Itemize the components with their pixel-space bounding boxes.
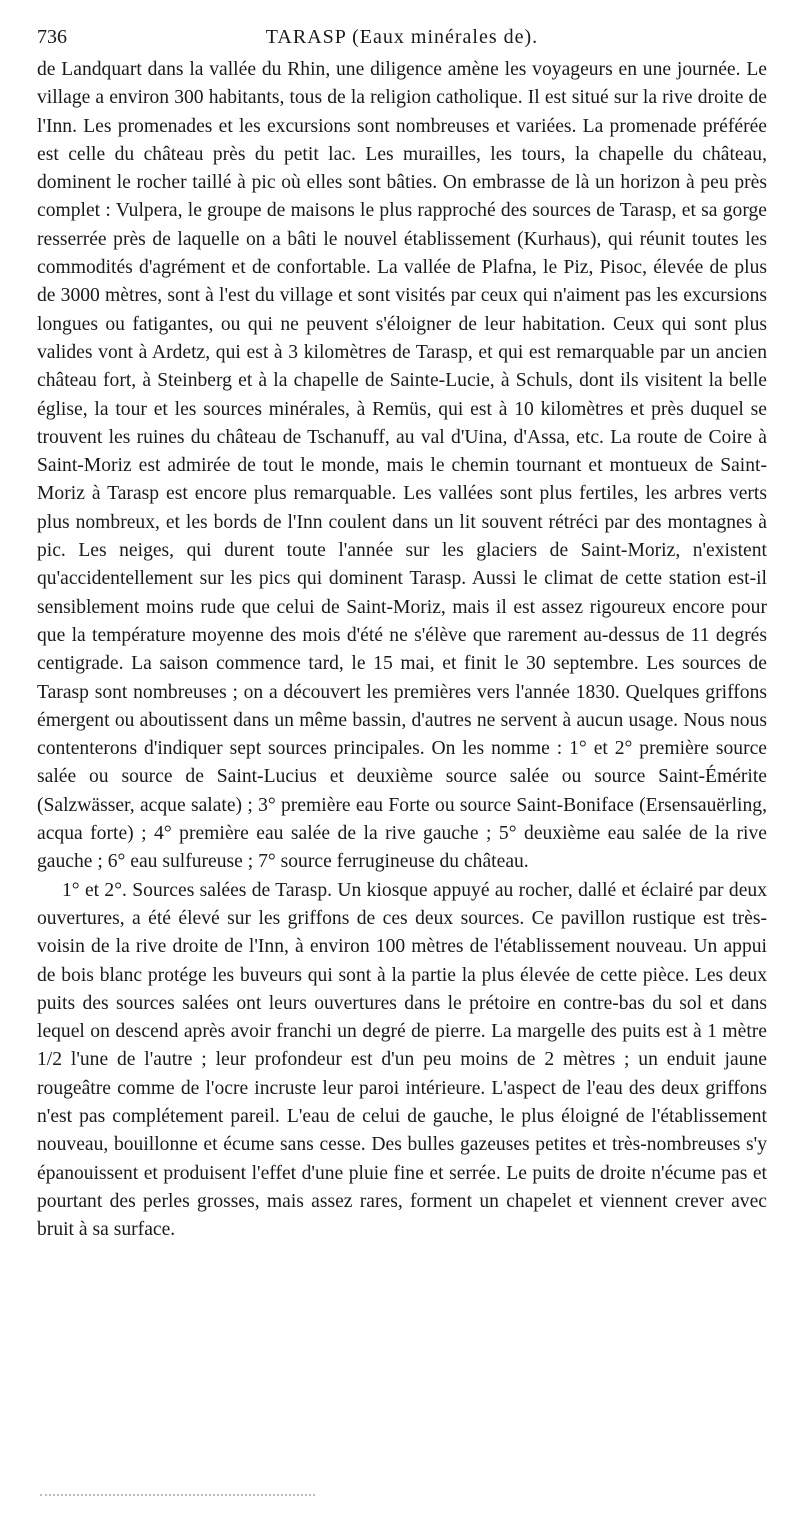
page-header: [37, 26, 767, 56]
book-page: [37, 26, 767, 1244]
page-bottom-trace: [40, 1494, 315, 1499]
body-text: [37, 56, 767, 1244]
paragraph-tarasp-description: de Landquart dans la vallée du Rhin, une diligence amène les voyageurs en une journée. Le village a environ 300 habitants, tous de la religion catholique. Il est situé sur la rive droite de l'Inn. Les promenades et les excursions sont nombreuses et variées. La promenade préférée est celle du château près du petit lac. Les murailles, les tours, la chapelle du château, dominent le rocher taillé à pic où elles sont bâties. On embrasse de là un horizon à peu près complet : Vulpera, le groupe de maisons le plus rapproché des sources de Tarasp, et sa gorge resserrée près de laquelle on a bâti le nouvel établissement (Kurhaus), qui réunit toutes les commodités d'agrément et de confortable. La vallée de Plafna, le Piz, Pisoc, élevée de plus de 3000 mètres, sont à l'est du village et sont visités par ceux qui n'aiment pas les excursions longues ou fatigantes, ou qui ne peuvent s'éloigner de leur habitation. Ceux qui sont plus valides vont à Ardetz, qui est à 3 kilomètres de Tarasp, et qui est remarquable par un ancien château fort, à Steinberg et à la chapelle de Sainte-Lucie, à Schuls, dont ils visitent la belle église, la tour et les sources minérales, à Remüs, qui est à 10 kilomètres et près duquel se trouvent les ruines du château de Tschanuff, au val d'Uina, d'Assa, etc. La route de Coire à Saint-Moriz est admirée de tout le monde, mais le chemin tournant et montueux de Saint-Moriz à Tarasp est encore plus remarquable. Les vallées sont plus fertiles, les arbres verts plus nombreux, et les bords de l'Inn coulent dans un lit souvent rétréci par des montagnes à pic. Les neiges, qui durent toute l'année sur les glaciers de Saint-Moriz, n'existent qu'accidentellement sur les pics qui dominent Tarasp. Aussi le climat de cette station est-il sensiblement moins rude que celui de Saint-Moriz, mais il est assez rigoureux encore pour que la température moyenne des mois d'été ne s'élève que rarement au-dessus de 11 degrés centigrade. La saison commence tard, le 15 mai, et finit le 30 septembre. Les sources de Tarasp sont nombreuses ; on a découvert les premières vers l'année 1830. Quelques griffons émergent ou aboutissent dans un même bassin, d'autres ne servent à aucun usage. Nous nous contenterons d'indiquer sept sources principales. On les nomme : 1° et 2° première source salée ou source de Saint-Lucius et deuxième source salée ou source Saint-Émérite (Salzwässer, acque salate) ; 3° première eau Forte ou source Saint-Boniface (Ersensauërling, acqua forte) ; 4° première eau salée de la rive gauche ; 5° deuxième eau salée de la rive gauche ; 6° eau sulfureuse ; 7° source ferrugineuse du château.: [37, 59, 767, 873]
page-number: 736: [37, 26, 67, 48]
running-title: TARASP (Eaux minérales de).: [265, 26, 539, 48]
paragraph-sources-salees: 1° et 2°. Sources salées de Tarasp. Un kiosque appuyé au rocher, dallé et éclairé par deux ouvertures, a été élevé sur les griffons de ces deux sources. Ce pavillon rustique est très-voisin de la rive droite de l'Inn, à environ 100 mètres de l'établissement nouveau. Un appui de bois blanc protége les buveurs qui sont à la partie la plus élevée de cette pièce. Les deux puits des sources salées ont leurs ouvertures dans le prétoire en contre-bas du sol et dans lequel on descend après avoir franchi un degré de pierre. La margelle des puits est à 1 mètre 1/2 l'une de l'autre ; leur profondeur est d'un peu moins de 2 mètres ; un enduit jaune rougeâtre comme de l'ocre incruste leur paroi intérieure. L'aspect de l'eau des deux griffons n'est pas complétement pareil. L'eau de celui de gauche, le plus éloigné de l'établissement nouveau, bouillonne et écume sans cesse. Des bulles gazeuses petites et très-nombreuses s'y épanouissent et produisent l'effet d'une pluie fine et serrée. Le puits de droite n'écume pas et pourtant des perles grosses, mais assez rares, forment un chapelet et viennent crever avec bruit à sa surface.: [37, 879, 767, 1241]
